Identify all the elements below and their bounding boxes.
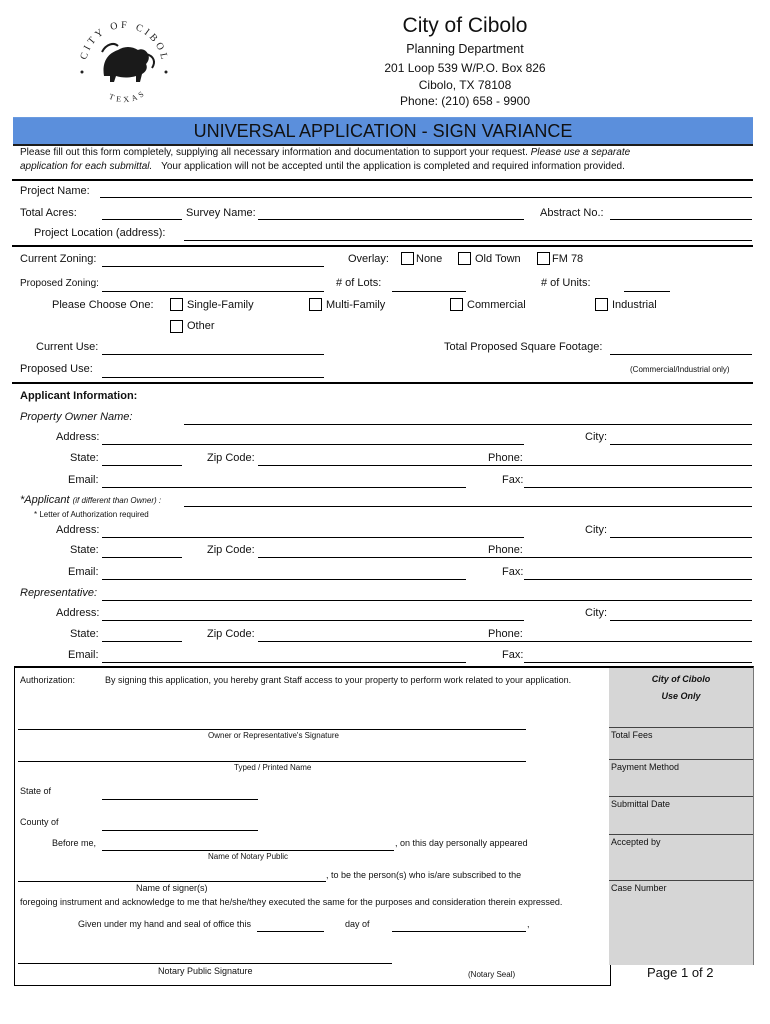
- intro-line-2: [20, 161, 625, 172]
- owner-signature-field[interactable]: [18, 729, 526, 730]
- intro-text-2: Your application will not be accepted until the application is completed and required information provided.: [161, 161, 625, 172]
- county-of-field[interactable]: [102, 830, 258, 831]
- survey-name-field[interactable]: [258, 219, 524, 220]
- page-number: Page 1 of 2: [647, 965, 714, 980]
- rep-state-label: State:: [70, 628, 99, 640]
- overlay-none-checkbox[interactable]: [401, 252, 414, 265]
- applicant-heading: Applicant Information:: [20, 390, 138, 402]
- authorization-box: [14, 666, 611, 986]
- proposed-zoning-label: Proposed Zoning:: [20, 278, 99, 289]
- owner-name-field[interactable]: [184, 424, 752, 425]
- sqft-label: Total Proposed Square Footage:: [444, 341, 603, 353]
- owner-fax-label: Fax:: [502, 474, 524, 486]
- single-family-label: Single-Family: [187, 299, 254, 311]
- lots-field[interactable]: [392, 291, 466, 292]
- current-use-label: Current Use:: [36, 341, 99, 353]
- applicant-address-field[interactable]: [102, 537, 524, 538]
- applicant-name-field[interactable]: [184, 506, 752, 507]
- owner-zip-field[interactable]: [258, 465, 524, 466]
- payment-method-label: Payment Method: [611, 762, 680, 772]
- applicant-fax-label: Fax:: [502, 566, 524, 578]
- rep-email-field[interactable]: [102, 662, 466, 663]
- overlay-fm78-checkbox[interactable]: [537, 252, 550, 265]
- notary-signature-field[interactable]: [18, 963, 392, 964]
- owner-phone-field[interactable]: [524, 465, 752, 466]
- rep-city-field[interactable]: [610, 620, 752, 621]
- day-of-text: day of: [345, 919, 370, 929]
- office-title-1: City of Cibolo: [651, 674, 711, 684]
- applicant-email-label: Email:: [68, 566, 99, 578]
- seal-top-text: CITY OF CIBOL: [78, 19, 170, 64]
- typed-name-field[interactable]: [18, 761, 526, 762]
- representative-name-field[interactable]: [102, 600, 752, 601]
- sqft-note: (Commercial/Industrial only): [630, 365, 730, 374]
- owner-city-label: City:: [585, 431, 607, 443]
- total-fees-label: Total Fees: [611, 730, 653, 740]
- current-use-field[interactable]: [102, 354, 324, 355]
- choose-one-label: Please Choose One:: [52, 299, 154, 311]
- applicant-email-field[interactable]: [102, 579, 466, 580]
- day-field[interactable]: [257, 931, 324, 932]
- applicant-label: [20, 494, 161, 506]
- submittal-date-label: Submittal Date: [611, 799, 671, 809]
- applicant-state-label: State:: [70, 544, 99, 556]
- units-label: # of Units:: [541, 277, 591, 289]
- state-of-label: State of: [20, 786, 52, 796]
- proposed-use-field[interactable]: [102, 377, 324, 378]
- signer-name-field[interactable]: [18, 881, 326, 882]
- divider-1: [12, 179, 753, 181]
- owner-city-field[interactable]: [610, 444, 752, 445]
- owner-state-label: State:: [70, 452, 99, 464]
- other-label: Other: [187, 320, 215, 332]
- given-text: Given under my hand and seal of office this: [78, 919, 251, 929]
- notary-name-field[interactable]: [102, 850, 394, 851]
- overlay-label: Overlay:: [348, 253, 389, 265]
- applicant-state-field[interactable]: [102, 557, 182, 558]
- proposed-zoning-field[interactable]: [102, 291, 324, 292]
- applicant-note: (if different than Owner) :: [72, 496, 162, 505]
- notary-name-caption: Name of Notary Public: [208, 852, 289, 861]
- intro-text-1: Please fill out this form completely, supplying all necessary information and documentation to support your request.: [20, 147, 528, 158]
- case-number-label: Case Number: [611, 883, 667, 893]
- project-name-field[interactable]: [100, 197, 752, 198]
- rep-phone-label: Phone:: [488, 628, 523, 640]
- office-divider-2: [609, 759, 753, 760]
- applicant-zip-label: Zip Code:: [207, 544, 255, 556]
- abstract-no-label: Abstract No.:: [540, 207, 604, 219]
- county-of-label: County of: [20, 817, 59, 827]
- applicant-zip-field[interactable]: [258, 557, 524, 558]
- city-name: City of Cibolo: [402, 14, 528, 37]
- rep-fax-field[interactable]: [524, 662, 752, 663]
- seal-bottom-text: TEXAS: [107, 87, 148, 105]
- letter-note: * Letter of Authorization required: [34, 510, 149, 519]
- authorization-text: By signing this application, you hereby grant Staff access to your property to perform work related to your application.: [105, 675, 572, 685]
- rep-address-label: Address:: [56, 607, 100, 619]
- proposed-use-label: Proposed Use:: [20, 363, 93, 375]
- phone-line: Phone: (210) 658 - 9900: [399, 94, 531, 108]
- single-family-checkbox[interactable]: [170, 298, 183, 311]
- owner-phone-label: Phone:: [488, 452, 523, 464]
- rep-city-label: City:: [585, 607, 607, 619]
- total-acres-field[interactable]: [102, 219, 182, 220]
- typed-name-caption: Typed / Printed Name: [234, 763, 312, 772]
- units-field[interactable]: [624, 291, 670, 292]
- sqft-field[interactable]: [610, 354, 752, 355]
- lots-label: # of Lots:: [336, 277, 382, 289]
- applicant-city-label: City:: [585, 524, 607, 536]
- appeared-text: , on this day personally appeared: [395, 838, 528, 848]
- commercial-checkbox[interactable]: [450, 298, 463, 311]
- month-field[interactable]: [392, 931, 526, 932]
- applicant-city-field[interactable]: [610, 537, 752, 538]
- department: Planning Department: [406, 42, 524, 56]
- project-location-field[interactable]: [184, 240, 752, 241]
- address-line-2: Cibolo, TX 78108: [418, 78, 512, 92]
- owner-email-field[interactable]: [102, 487, 466, 488]
- owner-state-field[interactable]: [102, 465, 182, 466]
- owner-signature-caption: Owner or Representative's Signature: [208, 731, 339, 740]
- rep-zip-label: Zip Code:: [207, 628, 255, 640]
- current-zoning-label: Current Zoning:: [20, 253, 97, 265]
- office-title-2: Use Only: [661, 691, 701, 701]
- project-location-label: Project Location (address):: [34, 227, 166, 239]
- rep-state-field[interactable]: [102, 641, 182, 642]
- before-me-label: Before me,: [52, 838, 97, 848]
- rep-phone-field[interactable]: [524, 641, 752, 642]
- applicant-fax-field[interactable]: [524, 579, 752, 580]
- state-of-field[interactable]: [102, 799, 258, 800]
- authorization-label: Authorization:: [20, 675, 76, 685]
- office-divider-4: [609, 834, 753, 835]
- abstract-no-field[interactable]: [610, 219, 752, 220]
- commercial-label: Commercial: [467, 299, 526, 311]
- overlay-oldtown-label: Old Town: [475, 253, 521, 265]
- applicant-address-label: Address:: [56, 524, 100, 536]
- divider-2: [12, 245, 753, 247]
- overlay-oldtown-checkbox[interactable]: [458, 252, 471, 265]
- rep-fax-label: Fax:: [502, 649, 524, 661]
- intro-text-1-italic: Please use a separate: [530, 147, 631, 158]
- owner-fax-field[interactable]: [524, 487, 752, 488]
- intro-line-1: [20, 147, 630, 158]
- address-line-1: 201 Loop 539 W/P.O. Box 826: [384, 61, 546, 75]
- divider-3: [12, 382, 753, 384]
- notary-signature-caption: Notary Public Signature: [158, 966, 253, 976]
- project-name-label: Project Name:: [20, 185, 90, 197]
- signer-caption: Name of signer(s): [136, 883, 208, 893]
- intro-text-2-italic: application for each submittal.: [20, 161, 153, 172]
- owner-email-label: Email:: [68, 474, 99, 486]
- notary-seal-caption: (Notary Seal): [468, 970, 516, 979]
- rep-email-label: Email:: [68, 649, 99, 661]
- current-zoning-field[interactable]: [102, 266, 324, 267]
- representative-label: Representative:: [20, 587, 98, 599]
- other-checkbox[interactable]: [170, 320, 183, 333]
- office-divider-5: [609, 880, 753, 881]
- owner-address-label: Address:: [56, 431, 100, 443]
- city-seal: [72, 14, 176, 110]
- form-title: UNIVERSAL APPLICATION - SIGN VARIANCE: [193, 121, 573, 141]
- foregoing-text: foregoing instrument and acknowledge to me that he/she/they executed the same for the purposes and consideration therein expressed.: [20, 897, 563, 907]
- accepted-by-label: Accepted by: [611, 837, 661, 847]
- rep-address-field[interactable]: [102, 620, 524, 621]
- svg-text:TEXAS: [108, 88, 148, 104]
- multi-family-label: Multi-Family: [326, 299, 386, 311]
- rep-zip-field[interactable]: [258, 641, 524, 642]
- applicant-phone-field[interactable]: [524, 557, 752, 558]
- office-divider-3: [609, 796, 753, 797]
- industrial-label: Industrial: [612, 299, 657, 311]
- survey-name-label: Survey Name:: [186, 207, 256, 219]
- overlay-none-label: None: [416, 253, 443, 265]
- applicant-phone-label: Phone:: [488, 544, 523, 556]
- industrial-checkbox[interactable]: [595, 298, 608, 311]
- title-banner: [13, 117, 753, 146]
- office-divider-1: [609, 727, 753, 728]
- multi-family-checkbox[interactable]: [309, 298, 322, 311]
- applicant-label-text: *Applicant: [20, 494, 70, 506]
- subscribed-text: , to be the person(s) who is/are subscribed to the: [326, 870, 522, 880]
- year-comma: ,: [527, 919, 530, 929]
- office-use-panel: [609, 666, 754, 965]
- overlay-fm78-label: FM 78: [552, 253, 584, 265]
- owner-zip-label: Zip Code:: [207, 452, 255, 464]
- total-acres-label: Total Acres:: [20, 207, 77, 219]
- owner-name-label: Property Owner Name:: [20, 411, 133, 423]
- owner-address-field[interactable]: [102, 444, 524, 445]
